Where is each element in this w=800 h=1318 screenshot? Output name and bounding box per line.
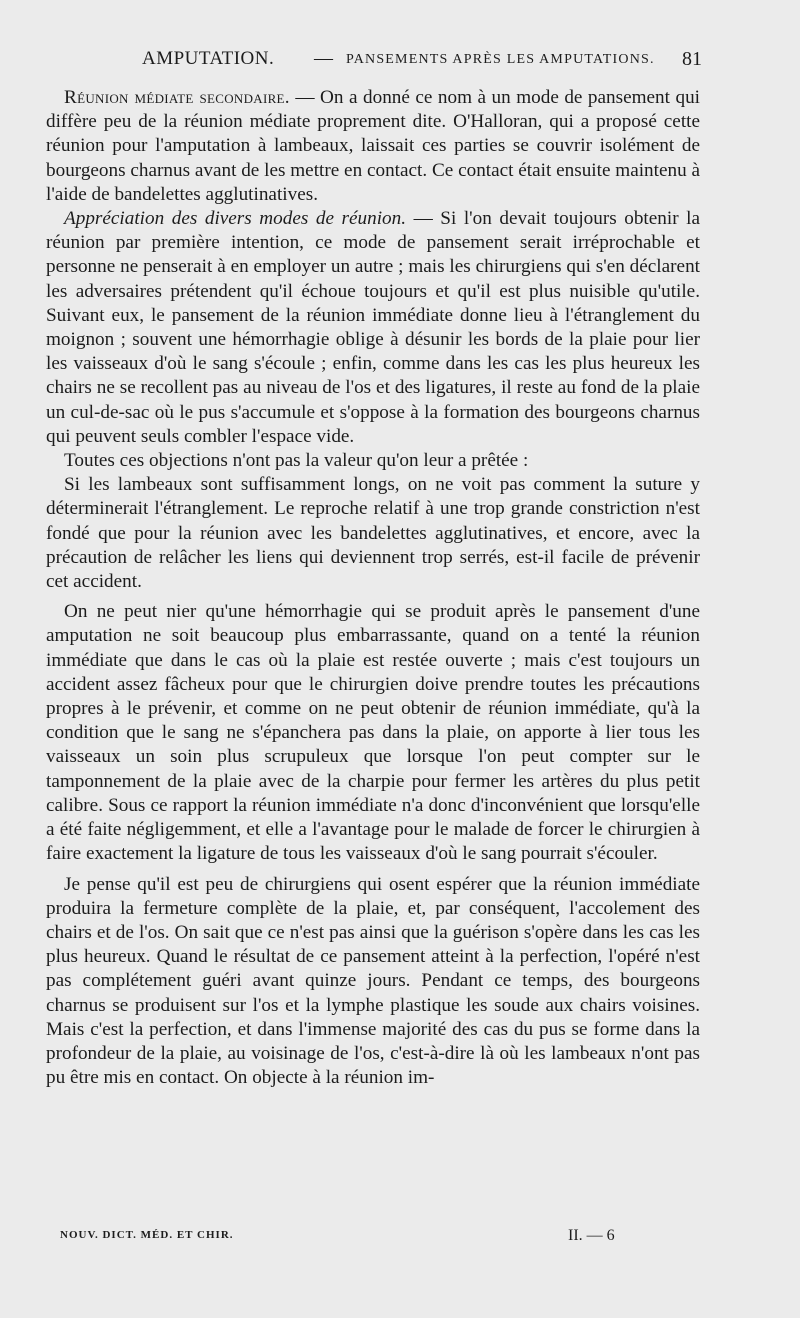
- running-title: AMPUTATION.: [142, 48, 275, 69]
- paragraph: [46, 449, 700, 473]
- paragraph: [46, 207, 700, 449]
- body-text: [46, 86, 700, 1090]
- paragraph-text: — Si l'on devait toujours obtenir la réunion par première intention, ce mode de pansement serait irréprochable et personne ne penserait à en employer un autre ; mais les chirurgiens qui s'en déclarent les adversaires prétendent qu'il échoue toujours et qu'il est plus nuisible qu'utile. Suivant eux, le pansement de la réunion immédiate donne lieu à l'étranglement du moignon ; souvent une hémorrhagie oblige à désunir les bords de la plaie pour lier les vaisseaux d'où le sang s'écoule ; enfin, comme dans les cas les plus heureux les chairs ne se recollent pas au niveau de l'os et des ligatures, il reste au fond de la plaie un cul-de-sac où le pus s'accumule et s'oppose à la formation des bourgeons charnus qui peuvent seuls combler l'espace vide.: [46, 208, 700, 447]
- running-subtitle: PANSEMENTS APRÈS LES AMPUTATIONS.: [346, 52, 655, 67]
- paragraph-text: Toutes ces objections n'ont pas la valeur qu'on leur a prêtée :: [64, 450, 529, 472]
- page-footer: [60, 1227, 660, 1251]
- footer-signature: NOUV. DICT. MÉD. ET CHIR.: [60, 1229, 234, 1241]
- header-dash: —: [314, 48, 333, 69]
- footer-volume: II. — 6: [568, 1227, 615, 1244]
- paragraph: [46, 873, 700, 1091]
- paragraph: [46, 600, 700, 866]
- section-lead: Appréciation des divers modes de réunion.: [64, 208, 407, 230]
- section-lead: Réunion médiate secondaire.: [64, 87, 290, 108]
- running-header: [46, 48, 702, 78]
- page-number: 81: [682, 48, 702, 70]
- paragraph-text: — On a donné ce nom à un mode de pansement qui diffère peu de la réunion médiate proprement dite. O'Halloran, qui a proposé cette réunion pour l'amputation à lambeaux, laissait ces parties se couvrir isolément de bourgeons charnus avant de les mettre en contact. Ce contact était ensuite maintenu à l'aide de bandelettes agglutinatives.: [46, 87, 700, 205]
- paragraph-text: Si les lambeaux sont suffisamment longs, on ne voit pas comment la suture y déterminerait l'étranglement. Le reproche relatif à une trop grande constriction n'est fondé que pour la réunion avec les bandelettes agglutinatives, et encore, avec la précaution de relâcher les liens qui deviennent trop serrés, est-il facile de prévenir cet accident.: [46, 474, 700, 593]
- paragraph-text: Je pense qu'il est peu de chirurgiens qui osent espérer que la réunion immédiate produira la fermeture complète de la plaie, et, par conséquent, l'accolement des chairs et de l'os. On sait que ce n'est pas ainsi que la guérison s'opère dans les cas les plus heureux. Quand le résultat de ce pansement atteint à la perfection, l'opéré n'est pas complétement guéri avant quinze jours. Pendant ce temps, des bourgeons charnus se produisent sur l'os et la lymphe plastique les soude aux chairs voisines. Mais c'est la perfection, et dans l'immense majorité des cas du pus se forme dans la profondeur de la plaie, au voisinage de l'os, c'est-à-dire là où les lambeaux n'ont pas pu être mis en contact. On objecte à la réunion im-: [46, 873, 700, 1089]
- paragraph: [46, 473, 700, 594]
- paragraph: [46, 86, 700, 207]
- paragraph-text: On ne peut nier qu'une hémorrhagie qui se produit après le pansement d'une amputation ne soit beaucoup plus embarrassante, quand on a tenté la réunion immédiate que dans le cas où la plaie est restée ouverte ; mais c'est toujours un accident assez fâcheux pour que le chirurgien doive prendre toutes les précautions propres à le prévenir, et comme on ne peut obtenir de réunion immédiate, qu'à la condition que le sang ne s'épanchera pas dans la plaie, on apporte à lier tous les vaisseaux un soin plus scrupuleux que lorsque l'on peut compter sur le tamponnement de la plaie avec de la charpie pour fermer les artères du plus petit calibre. Sous ce rapport la réunion immédiate n'a donc d'inconvénient que lorsqu'elle a été faite négligemment, et elle a l'avantage pour le malade de forcer le chirurgien à faire exactement la ligature de tous les vaisseaux d'où le sang pourrait s'écouler.: [46, 601, 700, 865]
